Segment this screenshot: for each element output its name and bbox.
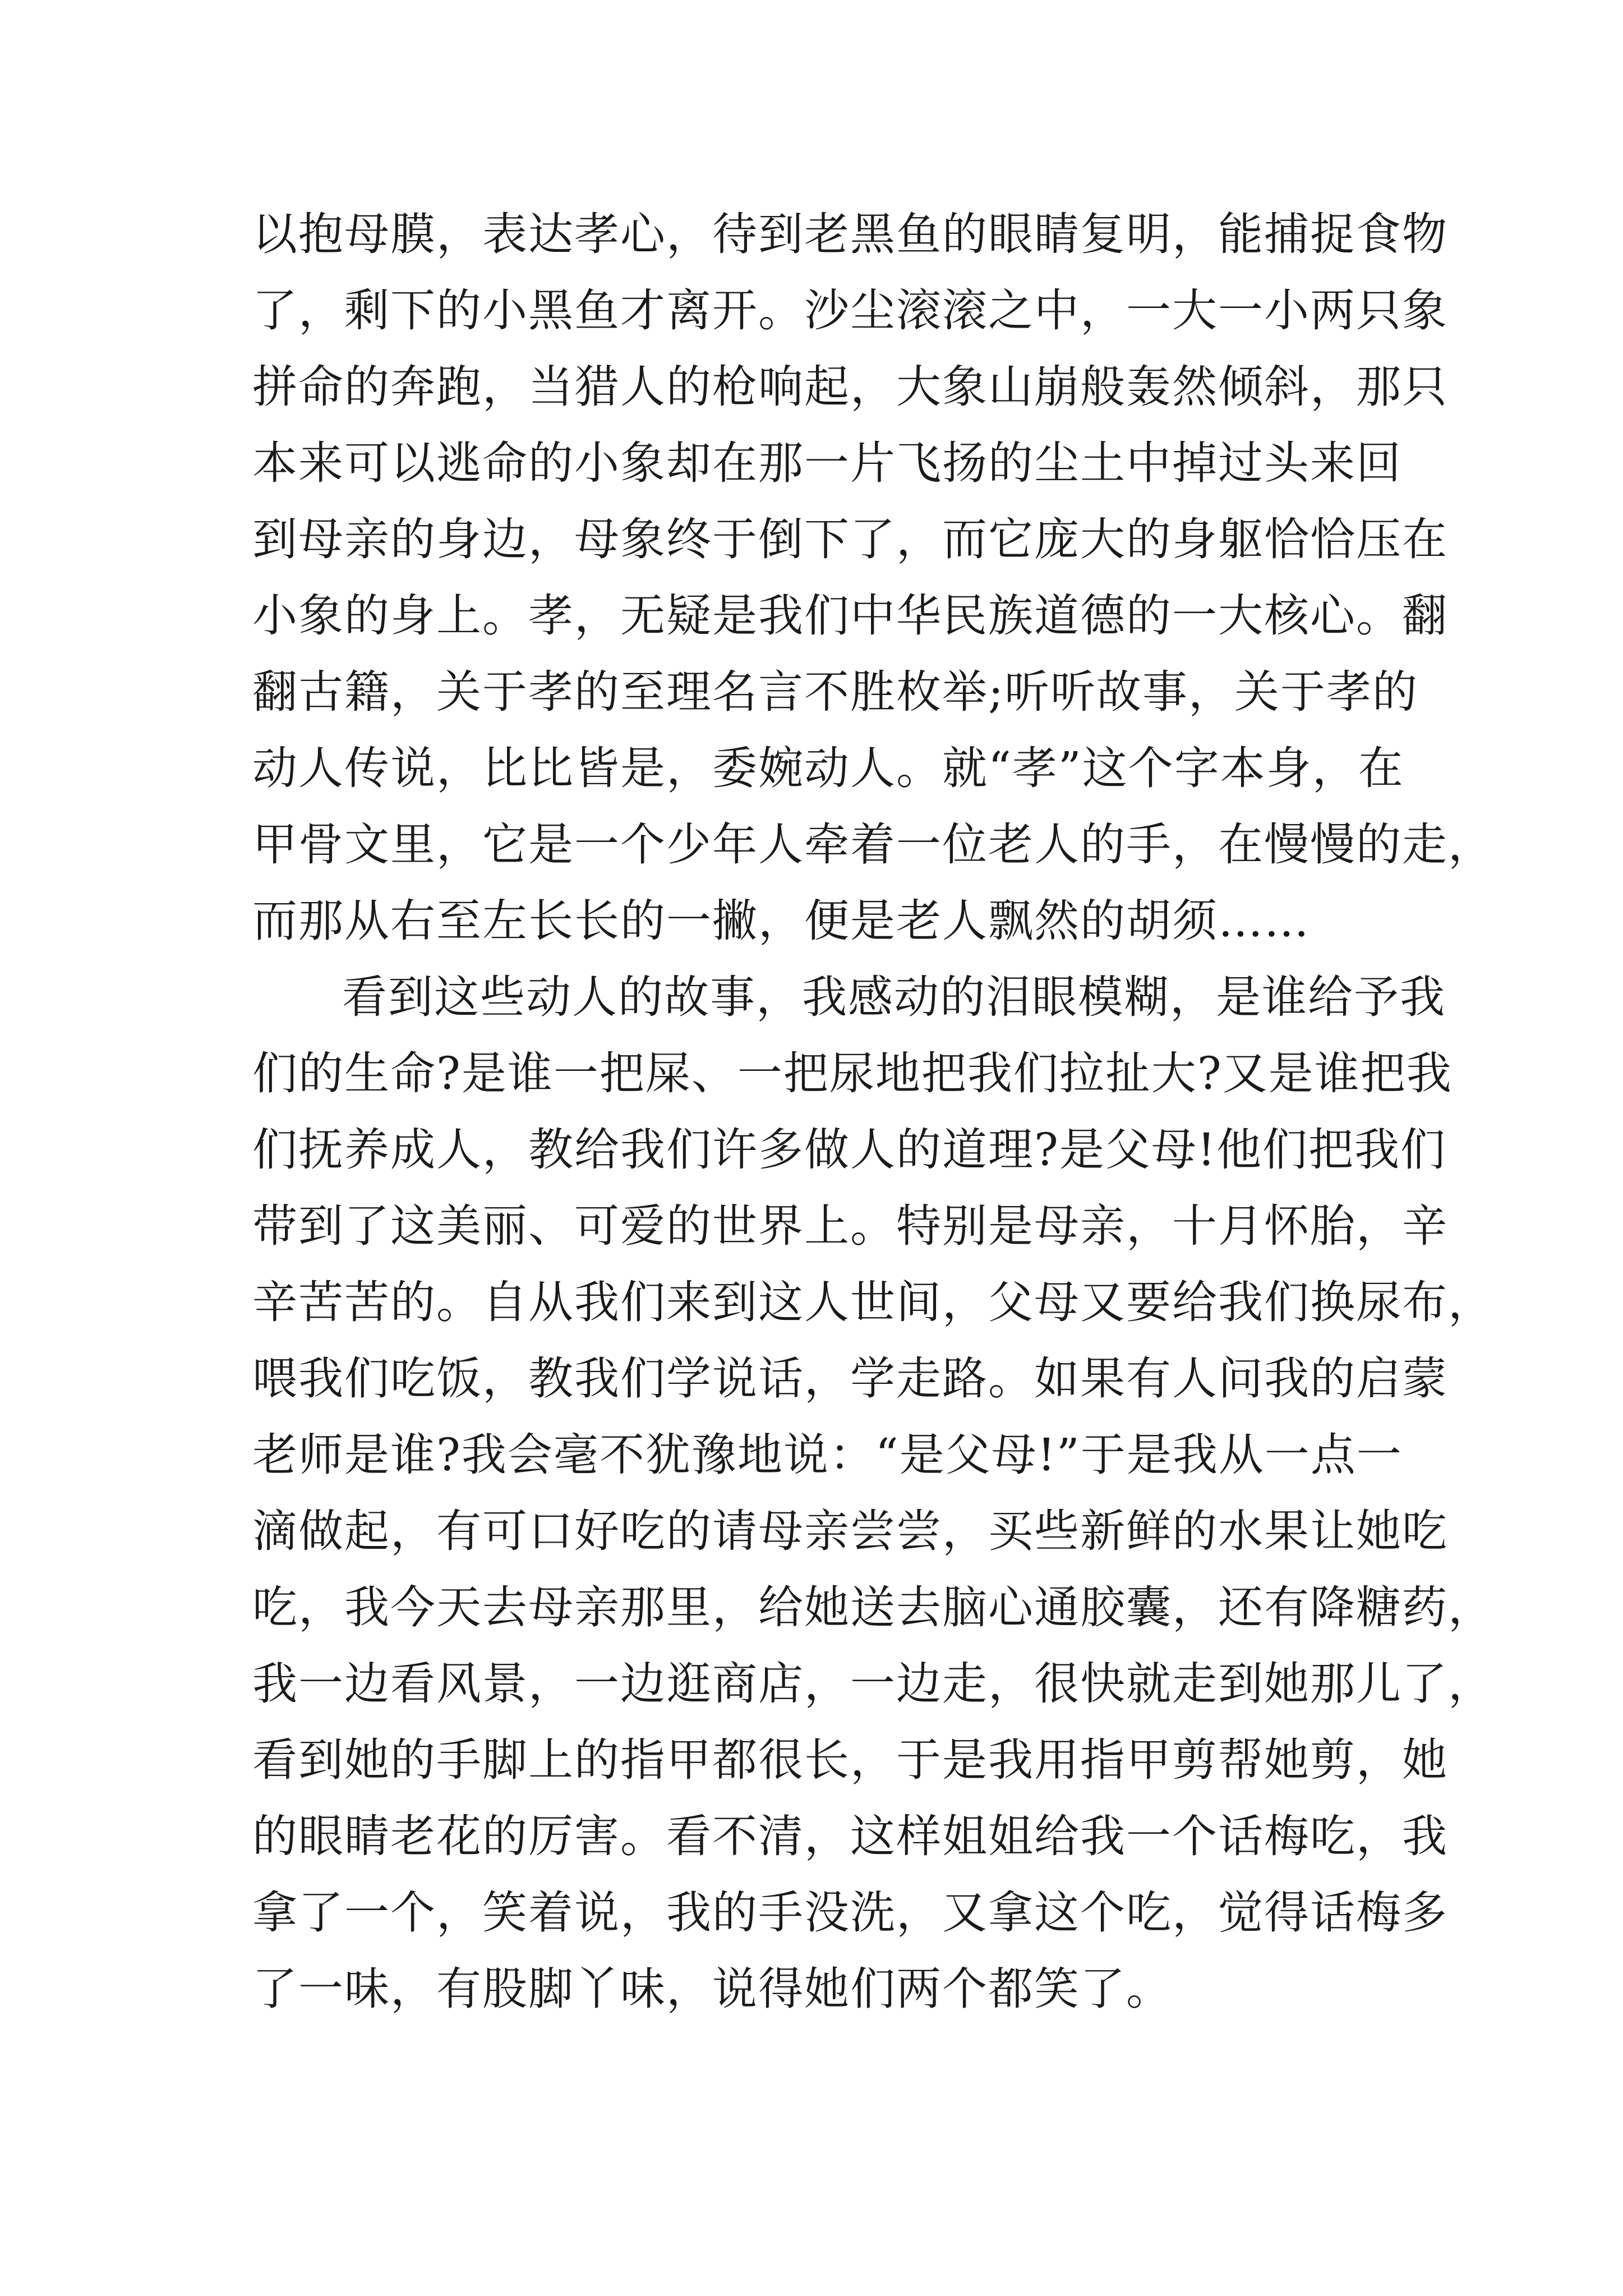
text-line: 以抱母膜，表达孝心，待到老黑鱼的眼睛复明，能捕捉食物	[252, 208, 1448, 260]
text-line: 喂我们吃饭，教我们学说话，学走路。如果有人问我的启蒙	[252, 1352, 1448, 1405]
paragraph-1	[252, 196, 1494, 959]
document-body	[252, 196, 1494, 2027]
text-line: 本来可以逃命的小象却在那一片飞扬的尘土中掉过头来回	[252, 437, 1402, 489]
text-line: 拿了一个，笑着说，我的手没洗，又拿这个吃，觉得话梅多	[252, 1887, 1448, 1939]
text-line: 我一边看风景，一边逛商店，一边走，很快就走到她那儿了，	[252, 1658, 1494, 1710]
text-line: 辛苦苦的。自从我们来到这人世间，父母又要给我们换尿布，	[252, 1276, 1494, 1328]
text-line: 们的生命?是谁一把屎、一把尿地把我们拉扯大?又是谁把我	[252, 1047, 1453, 1099]
text-line: 小象的身上。孝，无疑是我们中华民族道德的一大核心。翻	[252, 590, 1448, 642]
text-line: 们抚养成人，教给我们许多做人的道理?是父母!他们把我们	[252, 1124, 1447, 1176]
text-line: 拼命的奔跑，当猎人的枪响起，大象山崩般轰然倾斜，那只	[252, 361, 1448, 413]
text-line: 滴做起，有可口好吃的请母亲尝尝，买些新鲜的水果让她吃	[252, 1505, 1448, 1557]
text-line: 动人传说，比比皆是，委婉动人。就“孝”这个字本身，在	[252, 742, 1404, 794]
text-line: 的眼睛老花的厉害。看不清，这样姐姐给我一个话梅吃，我	[252, 1810, 1448, 1862]
text-line: 看到她的手脚上的指甲都很长，于是我用指甲剪帮她剪，她	[252, 1734, 1448, 1786]
text-line: 了，剩下的小黑鱼才离开。沙尘滚滚之中，一大一小两只象	[252, 284, 1448, 337]
text-line: 看到这些动人的故事，我感动的泪眼模糊，是谁给予我	[342, 971, 1446, 1023]
paragraph-2	[252, 959, 1494, 2027]
text-line: 翻古籍，关于孝的至理名言不胜枚举;听听故事，关于孝的	[252, 666, 1418, 718]
text-line: 老师是谁?我会毫不犹豫地说：“是父母!”于是我从一点一	[252, 1429, 1403, 1481]
text-line: 了一味，有股脚丫味，说得她们两个都笑了。	[252, 1963, 1172, 2015]
text-line: 甲骨文里，它是一个少年人牵着一位老人的手，在慢慢的走，	[252, 818, 1494, 871]
text-line: 而那从右至左长长的一撇，便是老人飘然的胡须……	[252, 895, 1310, 947]
text-line: 到母亲的身边，母象终于倒下了，而它庞大的身躯恰恰压在	[252, 513, 1448, 565]
text-line: 吃，我今天去母亲那里，给她送去脑心通胶囊，还有降糖药，	[252, 1581, 1494, 1634]
text-line: 带到了这美丽、可爱的世界上。特别是母亲，十月怀胎，辛	[252, 1200, 1448, 1252]
